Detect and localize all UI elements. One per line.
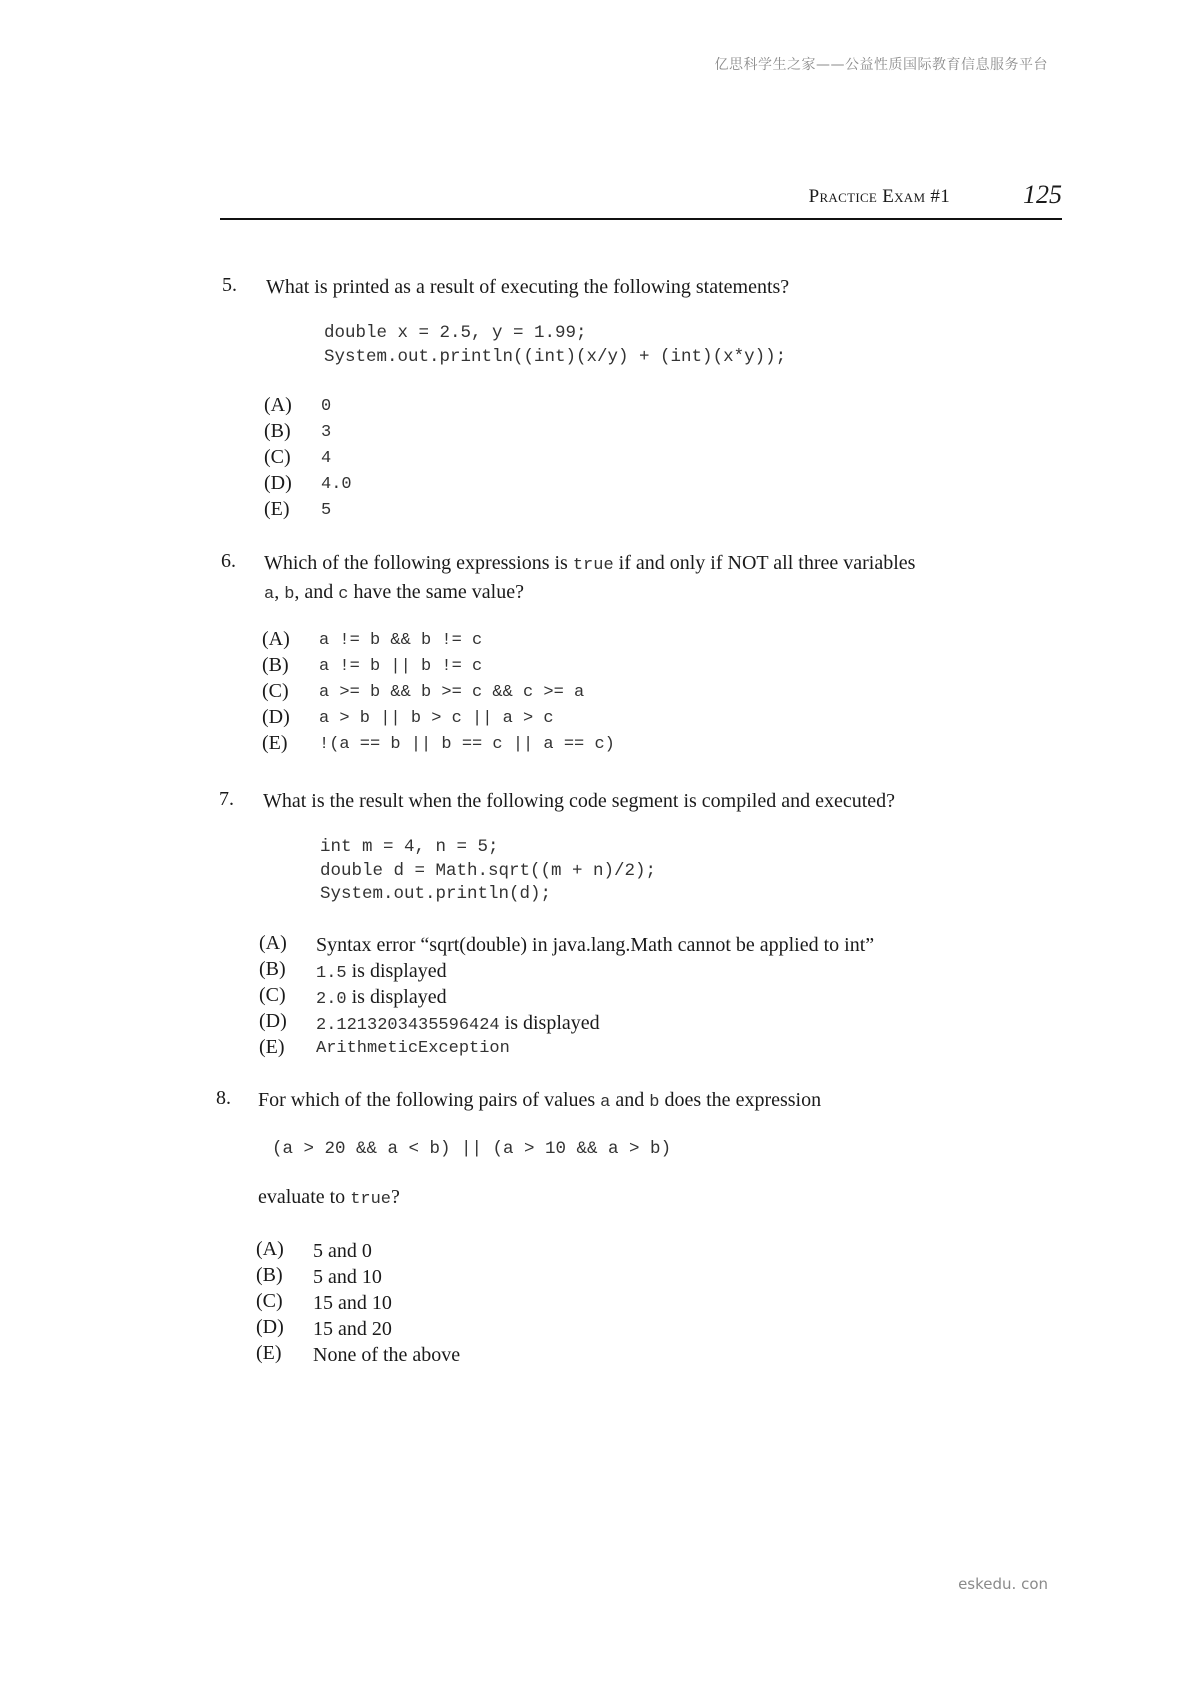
code-block: (a > 20 && a < b) || (a > 10 && a > b) xyxy=(272,1139,672,1159)
choice-letter: (A) xyxy=(262,628,290,650)
choice-letter: (E) xyxy=(264,498,290,520)
question-text-part: evaluate to xyxy=(258,1186,346,1208)
page-number: 125 xyxy=(1023,180,1062,209)
choice-letter: (C) xyxy=(256,1290,283,1312)
code-inline: b xyxy=(284,585,295,604)
choice-text xyxy=(316,1012,600,1035)
choice-text xyxy=(316,960,447,983)
choice-letter: (B) xyxy=(259,958,286,980)
choice-letter: (B) xyxy=(262,654,289,676)
question-text-continued xyxy=(258,1184,400,1213)
question-text xyxy=(264,550,915,608)
code-inline: true xyxy=(572,556,614,575)
choice-letter: (A) xyxy=(264,394,292,416)
choice-text: 5 and 0 xyxy=(313,1240,372,1262)
choice-text: a >= b && b >= c && c >= a xyxy=(319,683,585,702)
question-text-part: Which of the following expressions is xyxy=(264,552,568,574)
choice-letter: (B) xyxy=(256,1264,283,1286)
choice-letter: (A) xyxy=(256,1238,284,1260)
code-inline: a xyxy=(600,1093,611,1112)
question-text-part: , and xyxy=(294,581,334,603)
question-text: What is printed as a result of executing the following statements? xyxy=(266,276,790,298)
question-text-part: and xyxy=(615,1089,645,1111)
choice-text: 4 xyxy=(321,449,332,468)
code-inline: c xyxy=(338,585,349,604)
choice-text: 5 and 10 xyxy=(313,1266,382,1288)
choice-text: !(a == b || b == c || a == c) xyxy=(319,735,615,754)
choice-text: 0 xyxy=(321,397,332,416)
choice-letter: (D) xyxy=(259,1010,287,1032)
choice-text: None of the above xyxy=(313,1344,461,1366)
choice-text: Syntax error “sqrt(double) in java.lang.Math cannot be applied to int” xyxy=(316,934,875,956)
question-number: 7. xyxy=(219,788,234,810)
choice-letter: (A) xyxy=(259,932,287,954)
choice-letter: (E) xyxy=(262,732,288,754)
watermark-text: 亿思科学生之家——公益性质国际教育信息服务平台 xyxy=(714,57,1048,73)
choice-text-part: is displayed xyxy=(504,1012,600,1034)
code-block: double x = 2.5, y = 1.99; System.out.println((int)(x/y) + (int)(x*y)); xyxy=(324,323,787,367)
choice-text: a != b || b != c xyxy=(319,657,483,676)
code-inline: true xyxy=(350,1190,391,1209)
code-inline: a xyxy=(264,585,275,604)
question-number: 6. xyxy=(221,550,236,572)
code-inline: b xyxy=(649,1093,660,1112)
choice-text: 3 xyxy=(321,423,332,442)
choice-text: 4.0 xyxy=(321,475,352,494)
choice-text: ArithmeticException xyxy=(316,1039,510,1058)
choice-letter: (D) xyxy=(264,472,292,494)
question-text-part: have the same value? xyxy=(353,581,524,603)
question-text-part: For which of the following pairs of values xyxy=(258,1089,596,1111)
question-number: 5. xyxy=(222,274,237,296)
choice-letter: (B) xyxy=(264,420,291,442)
choice-letter: (D) xyxy=(262,706,290,728)
choice-text xyxy=(316,986,447,1009)
question-text-part: ? xyxy=(391,1186,400,1208)
choice-letter: (D) xyxy=(256,1316,284,1338)
question-text-part: , xyxy=(274,581,280,603)
question-text: What is the result when the following code segment is compiled and executed? xyxy=(263,790,896,812)
code-inline: 2.1213203435596424 xyxy=(316,1016,500,1035)
choice-letter: (C) xyxy=(262,680,289,702)
choice-text: a > b || b > c || a > c xyxy=(319,709,554,728)
page-header xyxy=(220,180,1062,220)
footer-site-text: eskedu. con xyxy=(958,1575,1048,1593)
choice-letter: (E) xyxy=(256,1342,282,1364)
code-block: int m = 4, n = 5; double d = Math.sqrt((m + n)/2); System.out.println(d); xyxy=(320,837,657,904)
code-inline: 2.0 xyxy=(316,990,347,1009)
choice-text-part: is displayed xyxy=(351,960,447,982)
choice-letter: (C) xyxy=(259,984,286,1006)
question-text-part: does the expression xyxy=(664,1089,822,1111)
choice-text-part: is displayed xyxy=(351,986,447,1008)
choice-letter: (C) xyxy=(264,446,291,468)
choice-text: 15 and 20 xyxy=(313,1318,392,1340)
choice-text: 5 xyxy=(321,501,332,520)
choice-letter: (E) xyxy=(259,1036,285,1058)
choice-text: a != b && b != c xyxy=(319,631,483,650)
question-number: 8. xyxy=(216,1087,231,1109)
choice-text: 15 and 10 xyxy=(313,1292,392,1314)
question-text-part: if and only if NOT all three variables xyxy=(618,552,916,574)
header-title: Practice Exam #1 xyxy=(808,186,950,207)
code-inline: 1.5 xyxy=(316,964,347,983)
question-text xyxy=(258,1087,821,1116)
